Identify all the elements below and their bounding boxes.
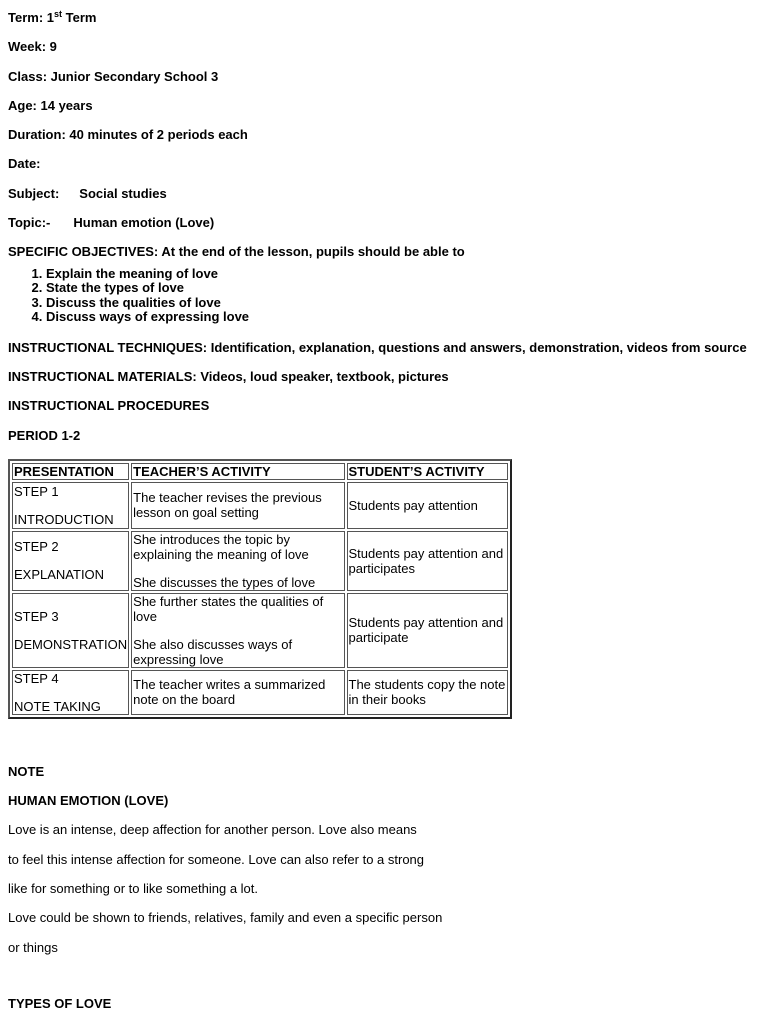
student-activity-cell: Students pay attention [347,482,508,529]
teacher-activity-cell [131,593,344,668]
objective-item: 4. Discuss ways of expressing love [46,310,760,325]
step-name: INTRODUCTION [14,511,114,527]
student-activity-cell: Students pay attention and participates [347,531,508,591]
lesson-note-document [8,0,760,1014]
student-activity-cell: Students pay attention and participate [347,593,508,668]
objective-item: 2. State the types of love [46,281,760,296]
objectives-heading: SPECIFIC OBJECTIVES: At the end of the lesson, pupils should be able to [8,244,465,260]
objectives-list [8,267,760,325]
note-paragraph-line: Love is an intense, deep affection for another person. Love also means [8,822,417,838]
step-number: STEP 4 [14,670,59,686]
age-line: Age: 14 years [8,97,93,113]
instructional-techniques: INSTRUCTIONAL TECHNIQUES: Identification, explanation, questions and answers, demonstration, videos from source [8,339,747,355]
instructional-procedures: INSTRUCTIONAL PROCEDURES [8,398,210,414]
note-paragraph-line: or things [8,939,58,955]
period-heading: PERIOD 1-2 [8,427,81,443]
step-cell [12,531,129,591]
subject-value: Social studies [79,185,167,201]
subject-label: Subject: [8,185,60,201]
term-label: Term: [8,10,44,25]
table-row [12,531,508,591]
note-subheading: HUMAN EMOTION (LOVE) [8,793,169,809]
teacher-activity-text: The teacher writes a summarized note on the board [133,677,326,708]
step-name: DEMONSTRATION [14,636,128,652]
column-header: TEACHER’S ACTIVITY [131,463,344,480]
types-of-love-heading: TYPES OF LOVE [8,995,112,1011]
teacher-activity-cell [131,670,344,715]
step-number: STEP 3 [14,608,59,624]
teacher-activity-cell [131,482,344,529]
teacher-activity-text: She introduces the topic by explaining the meaning of love [133,531,309,562]
table-header-row [12,463,508,480]
class-line: Class: Junior Secondary School 3 [8,68,219,84]
teacher-activity-cell [131,531,344,591]
week-line: Week: 9 [8,39,57,55]
topic-label: Topic:- [8,215,51,231]
procedure-table [8,459,512,719]
term-ordinal-suffix: st [54,9,63,19]
term-line [8,0,760,29]
step-name: NOTE TAKING [14,698,101,714]
step-number: STEP 2 [14,539,59,555]
column-header: STUDENT’S ACTIVITY [347,463,508,480]
teacher-activity-text: She further states the qualities of love [133,593,324,624]
topic-line [8,205,760,234]
note-paragraph-line: to feel this intense affection for someone. Love can also refer to a strong [8,851,425,867]
note-heading: NOTE [8,763,45,779]
teacher-activity-text: She also discusses ways of expressing love [133,636,293,667]
step-cell [12,482,129,529]
step-name: EXPLANATION [14,567,105,583]
term-word: Term [65,10,97,25]
step-cell [12,670,129,715]
subject-line [8,176,760,205]
date-line: Date: [8,156,41,172]
topic-value: Human emotion (Love) [73,215,215,231]
step-cell [12,593,129,668]
term-number: 1 [46,10,55,25]
objective-item: 3. Discuss the qualities of love [46,296,760,311]
table-row [12,482,508,529]
instructional-materials: INSTRUCTIONAL MATERIALS: Videos, loud speaker, textbook, pictures [8,368,449,384]
student-activity-cell: The students copy the note in their books [347,670,508,715]
table-row [12,593,508,668]
duration-line: Duration: 40 minutes of 2 periods each [8,127,248,143]
teacher-activity-text: She discusses the types of love [133,574,316,590]
column-header: PRESENTATION [12,463,129,480]
table-row [12,670,508,715]
step-number: STEP 1 [14,483,59,499]
note-paragraph-line: like for something or to like something a lot. [8,881,259,897]
teacher-activity-text: The teacher revises the previous lesson on goal setting [133,490,322,521]
note-paragraph-line: Love could be shown to friends, relatives, family and even a specific person [8,910,443,926]
objective-item: 1. Explain the meaning of love [46,267,760,282]
